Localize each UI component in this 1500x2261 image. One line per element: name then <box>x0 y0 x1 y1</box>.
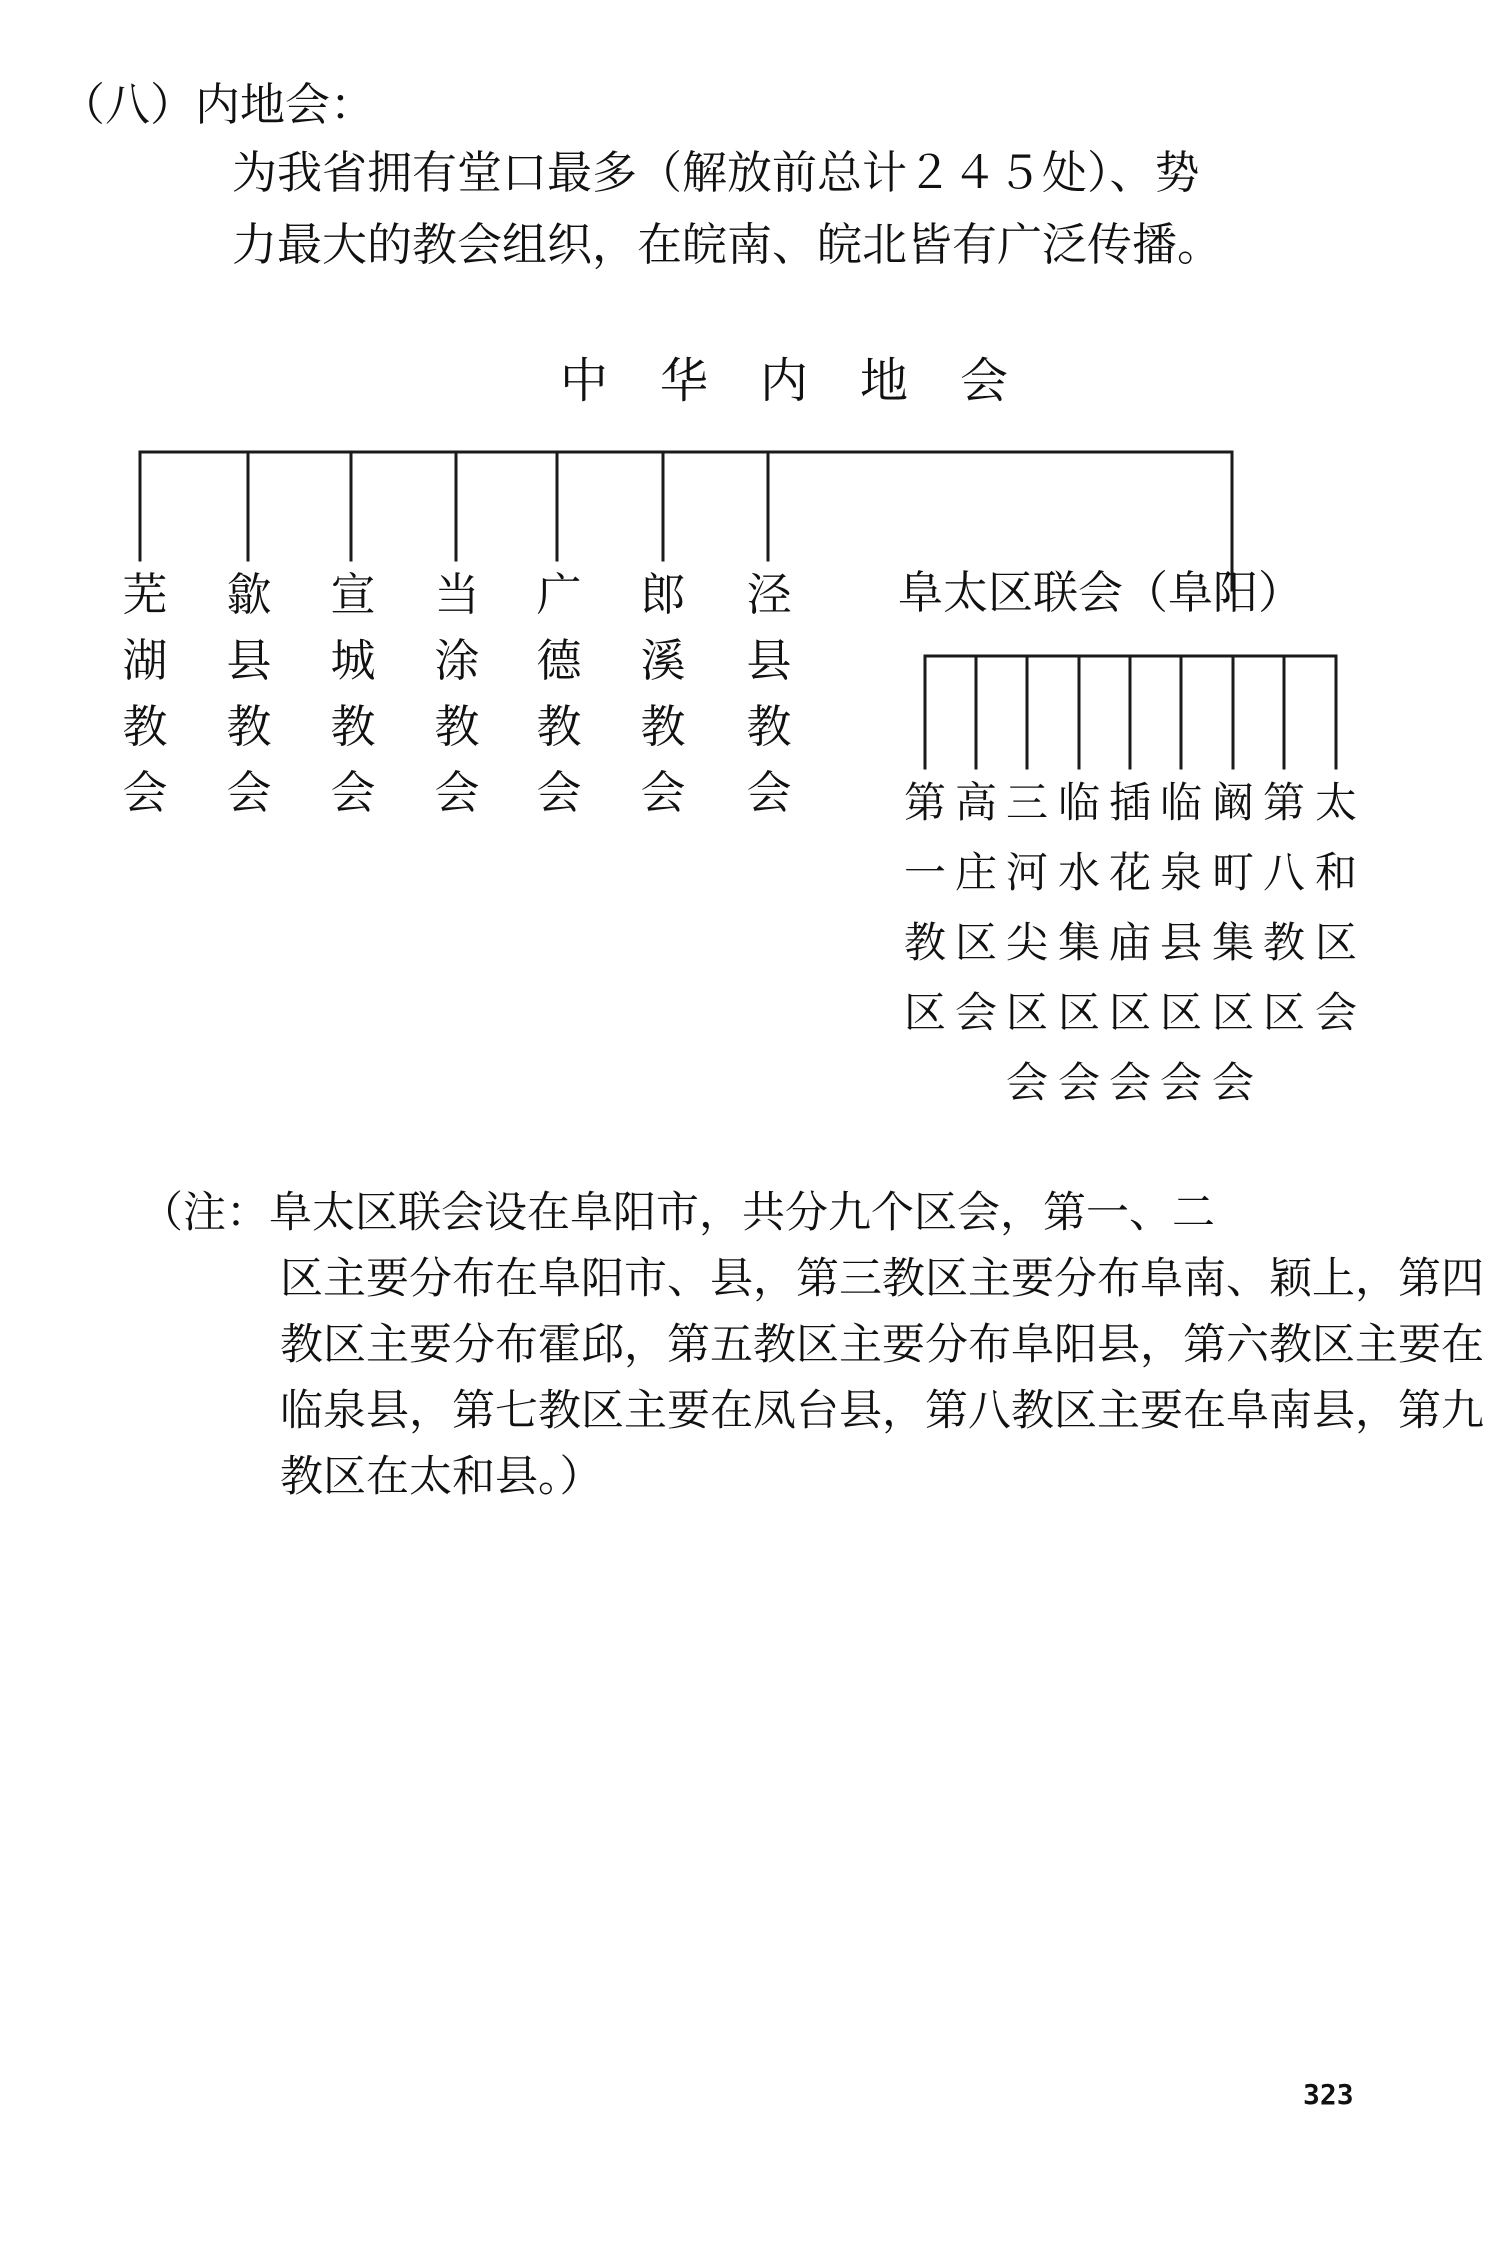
intro-line-2: 力最大的教会组织，在皖南、皖北皆有广泛传播。 <box>232 218 1223 271</box>
branch-dangtu-church: 当 涂 教 会 <box>434 568 480 819</box>
district-4: 临 水 集 区 会 <box>1057 778 1100 1107</box>
district-7: 阚 町 集 区 会 <box>1211 778 1254 1107</box>
intro-line-1: 为我省拥有堂口最多（解放前总计２４５处）、势 <box>232 146 1200 199</box>
branch-jingxian-church: 泾 县 教 会 <box>746 568 792 819</box>
chart-root-title: 中华内地会 <box>560 353 1061 409</box>
footnote-first-line: （注：阜太区联会设在阜阳市，共分九个区会，第一、二 <box>140 1188 1215 1238</box>
district-6: 临 泉 县 区 会 <box>1159 778 1202 1107</box>
page-number: 323 <box>1303 2078 1354 2111</box>
section-heading: （八）内地会： <box>60 78 376 131</box>
branch-shexian-church: 歙 县 教 会 <box>226 568 272 819</box>
district-2: 高 庄 区 会 <box>954 778 997 1037</box>
district-9: 太 和 区 会 <box>1314 778 1357 1037</box>
footnote <box>140 1180 1500 1510</box>
district-3: 三 河 尖 区 会 <box>1005 778 1048 1107</box>
fuyang-union-label: 阜太区联会（阜阳） <box>898 566 1304 619</box>
footnote-body: 区主要分布在阜阳市、县，第三教区主要分布阜南、颖上，第四教区主要分布霍邱，第五教区主要分布阜阳县，第六教区主要在临泉县，第七教区主要在凤台县，第八教区主要在阜南县，第九教区在太和县。） <box>280 1254 1484 1502</box>
district-8: 第 八 教 区 <box>1262 778 1305 1037</box>
branch-xuancheng-church: 宣 城 教 会 <box>330 568 376 819</box>
branch-langxi-church: 郎 溪 教 会 <box>640 568 686 819</box>
district-1: 第 一 教 区 <box>903 778 946 1037</box>
branch-wuhu-church: 芜 湖 教 会 <box>122 568 168 819</box>
branch-guangde-church: 广 德 教 会 <box>536 568 582 819</box>
district-5: 插 花 庙 区 会 <box>1108 778 1151 1107</box>
